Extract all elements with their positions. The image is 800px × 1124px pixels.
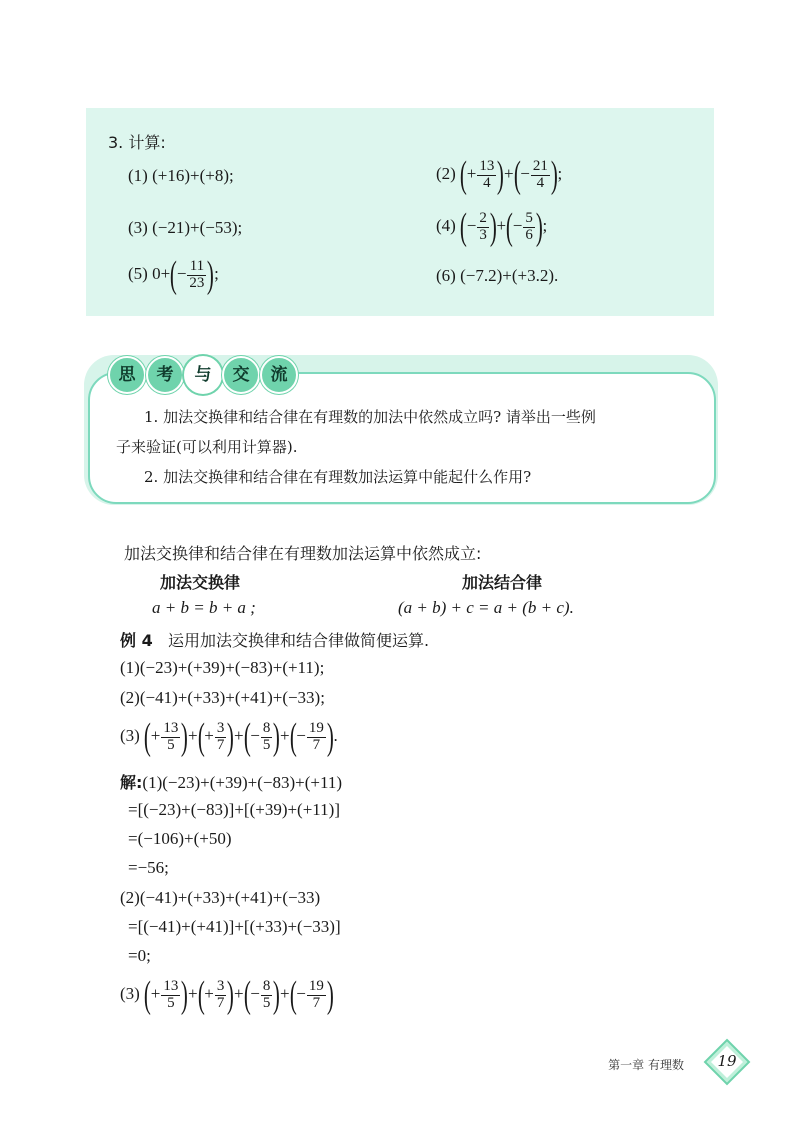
exercise-item-2: (2) (+ $\frac{13}{4}$ )+(− $\frac{21}{4}$ ); — [436, 154, 563, 196]
solution-2-line-3: =0; — [128, 946, 151, 965]
exercise-item-6: (6) (−7.2)+(+3.2). — [436, 266, 559, 285]
footer-chapter: 第一章 有理数 — [608, 1058, 684, 1072]
page-number-badge — [703, 1038, 751, 1086]
think-question-2: 2. 加法交换律和结合律在有理数加法运算中能起什么作用? — [144, 468, 532, 486]
exercise-item-3: (3) (−21)+(−53); — [128, 218, 243, 237]
example-text: 运用加法交换律和结合律做简便运算. — [167, 631, 430, 650]
exercise-item-4: (4) (− $\frac{2}{3}$ )+(− $\frac{5}{6}$ ); — [436, 206, 548, 248]
example-item-2: (2)(−41)+(+33)+(+41)+(−33); — [120, 688, 325, 707]
solution-1-line-1: 解:(1)(−23)+(+39)+(−83)+(+11) — [120, 773, 342, 792]
solution-1-line-4: =−56; — [128, 858, 169, 877]
page-number: 19 — [717, 1052, 737, 1070]
exercise-title: 3. 计算: — [108, 133, 166, 152]
badge-char: 考 — [146, 356, 184, 394]
solution-3-line-1: (3) (+ $\frac{13}{5}$ )+(+ $\frac{3}{7}$ )+(− $\frac{8}{5}$ )+(− $\frac{19}{7}$ ) — [120, 974, 334, 1016]
exercise-item-5: (5) 0+(− $\frac{11}{23}$ ); — [128, 254, 219, 296]
badge-char: 思 — [108, 356, 146, 394]
example-item-1: (1)(−23)+(+39)+(−83)+(+11); — [120, 658, 325, 677]
law2-expr: (a + b) + c = a + (b + c). — [398, 598, 574, 617]
law2-title: 加法结合律 — [462, 573, 543, 592]
solution-1-line-3: =(−106)+(+50) — [128, 829, 232, 848]
intro-text: 加法交换律和结合律在有理数加法运算中依然成立: — [124, 544, 482, 563]
solution-1-line-2: =[(−23)+(−83)]+[(+39)+(+11)] — [128, 800, 341, 819]
example-item-3: (3) (+ $\frac{13}{5}$ )+(+ $\frac{3}{7}$ )+(− $\frac{8}{5}$ )+(− $\frac{19}{7}$ ). — [120, 716, 338, 758]
solution-2-line-2: =[(−41)+(+41)]+[(+33)+(−33)] — [128, 917, 341, 936]
badge-char: 交 — [222, 356, 260, 394]
think-badges — [108, 356, 308, 396]
example-heading — [120, 628, 429, 651]
think-question-1-line-1: 1. 加法交换律和结合律在有理数的加法中依然成立吗? 请举出一些例 — [144, 408, 596, 426]
law1-expr: a + b = b + a ; — [152, 598, 256, 617]
badge-char: 与 — [184, 356, 222, 394]
exercise-item-1: (1) (+16)+(+8); — [128, 166, 234, 185]
solution-2-line-1: (2)(−41)+(+33)+(+41)+(−33) — [120, 888, 321, 907]
think-question-1-line-2: 子来验证(可以利用计算器). — [116, 438, 298, 456]
law1-title: 加法交换律 — [160, 573, 241, 592]
example-label: 例 4 — [120, 631, 153, 650]
badge-char: 流 — [260, 356, 298, 394]
